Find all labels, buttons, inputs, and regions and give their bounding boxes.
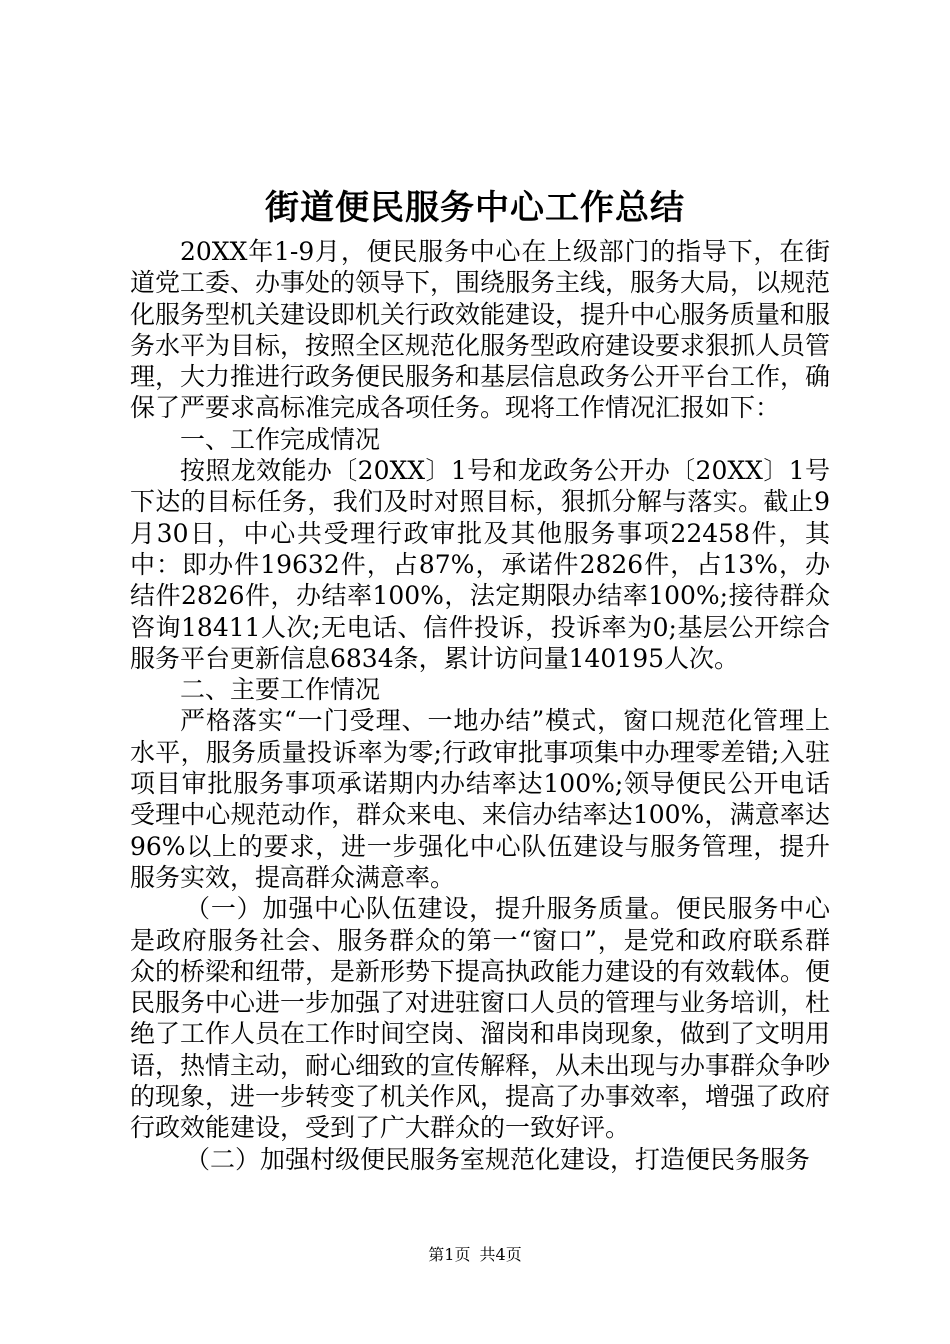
page-footer bbox=[0, 1244, 950, 1266]
section-heading-2: 二、主要工作情况 bbox=[180, 675, 381, 705]
document-body bbox=[130, 236, 830, 1175]
section-heading-1: 一、工作完成情况 bbox=[180, 424, 381, 454]
paragraph-completion: 按照龙效能办〔20XX〕1号和龙政务公开办〔20XX〕1号下达的目标任务，我们及时对照目标，狠抓分解与落实。截止9月30日，中心共受理行政审批及其他服务事项22458件，其中：即办件19632件，占87%，承诺件2826件，占13%，办结件2826件，办结率100%，法定期限办结率100%;接待群众咨询18411人次;无电话、信件投诉，投诉率为0;基层公开综合服务平台更新信息6834条，累计访问量140195人次。 bbox=[130, 456, 830, 673]
paragraph-intro: 20XX年1-9月，便民服务中心在上级部门的指导下，在街道党工委、办事处的领导下，围绕服务主线，服务大局，以规范化服务型机关建设即机关行政效能建设，提升中心服务质量和服务水平为目标，按照全区规范化服务型政府建设要求狠抓人员管理，大力推进行政务便民服务和基层信息政务公开平台工作，确保了严要求高标准完成各项任务。现将工作情况汇报如下： bbox=[130, 237, 831, 423]
page-total: 共4页 bbox=[479, 1245, 522, 1264]
page-number: 第1页 bbox=[428, 1245, 471, 1264]
paragraph-main-work: 严格落实“一门受理、一地办结”模式，窗口规范化管理上水平，服务质量投诉率为零;行政审批事项集中办理零差错;入驻项目审批服务事项承诺期内办结率达100%;领导便民公开电话受理中心规范动作，群众来电、来信办结率达100%，满意率达96%以上的要求，进一步强化中心队伍建设与服务管理，提升服务实效，提高群众满意率。 bbox=[130, 706, 830, 892]
document-title: 街道便民服务中心工作总结 bbox=[265, 188, 685, 228]
paragraph-subsection-1: （一）加强中心队伍建设，提升服务质量。便民服务中心是政府服务社会、服务群众的第一“窗口”，是党和政府联系群众的桥梁和纽带，是新形势下提高执政能力建设的有效载体。便民服务中心进一步加强了对进驻窗口人员的管理与业务培训，杜绝了工作人员在工作时间空岗、溜岗和串岗现象，做到了文明用语，热情主动，耐心细致的宣传解释，从未出现与办事群众争吵的现象，进一步转变了机关作风，提高了办事效率，增强了政府行政效能建设，受到了广大群众的一致好评。 bbox=[130, 894, 831, 1143]
paragraph-subsection-2: （二）加强村级便民服务室规范化建设，打造便民务服务 bbox=[185, 1144, 811, 1174]
